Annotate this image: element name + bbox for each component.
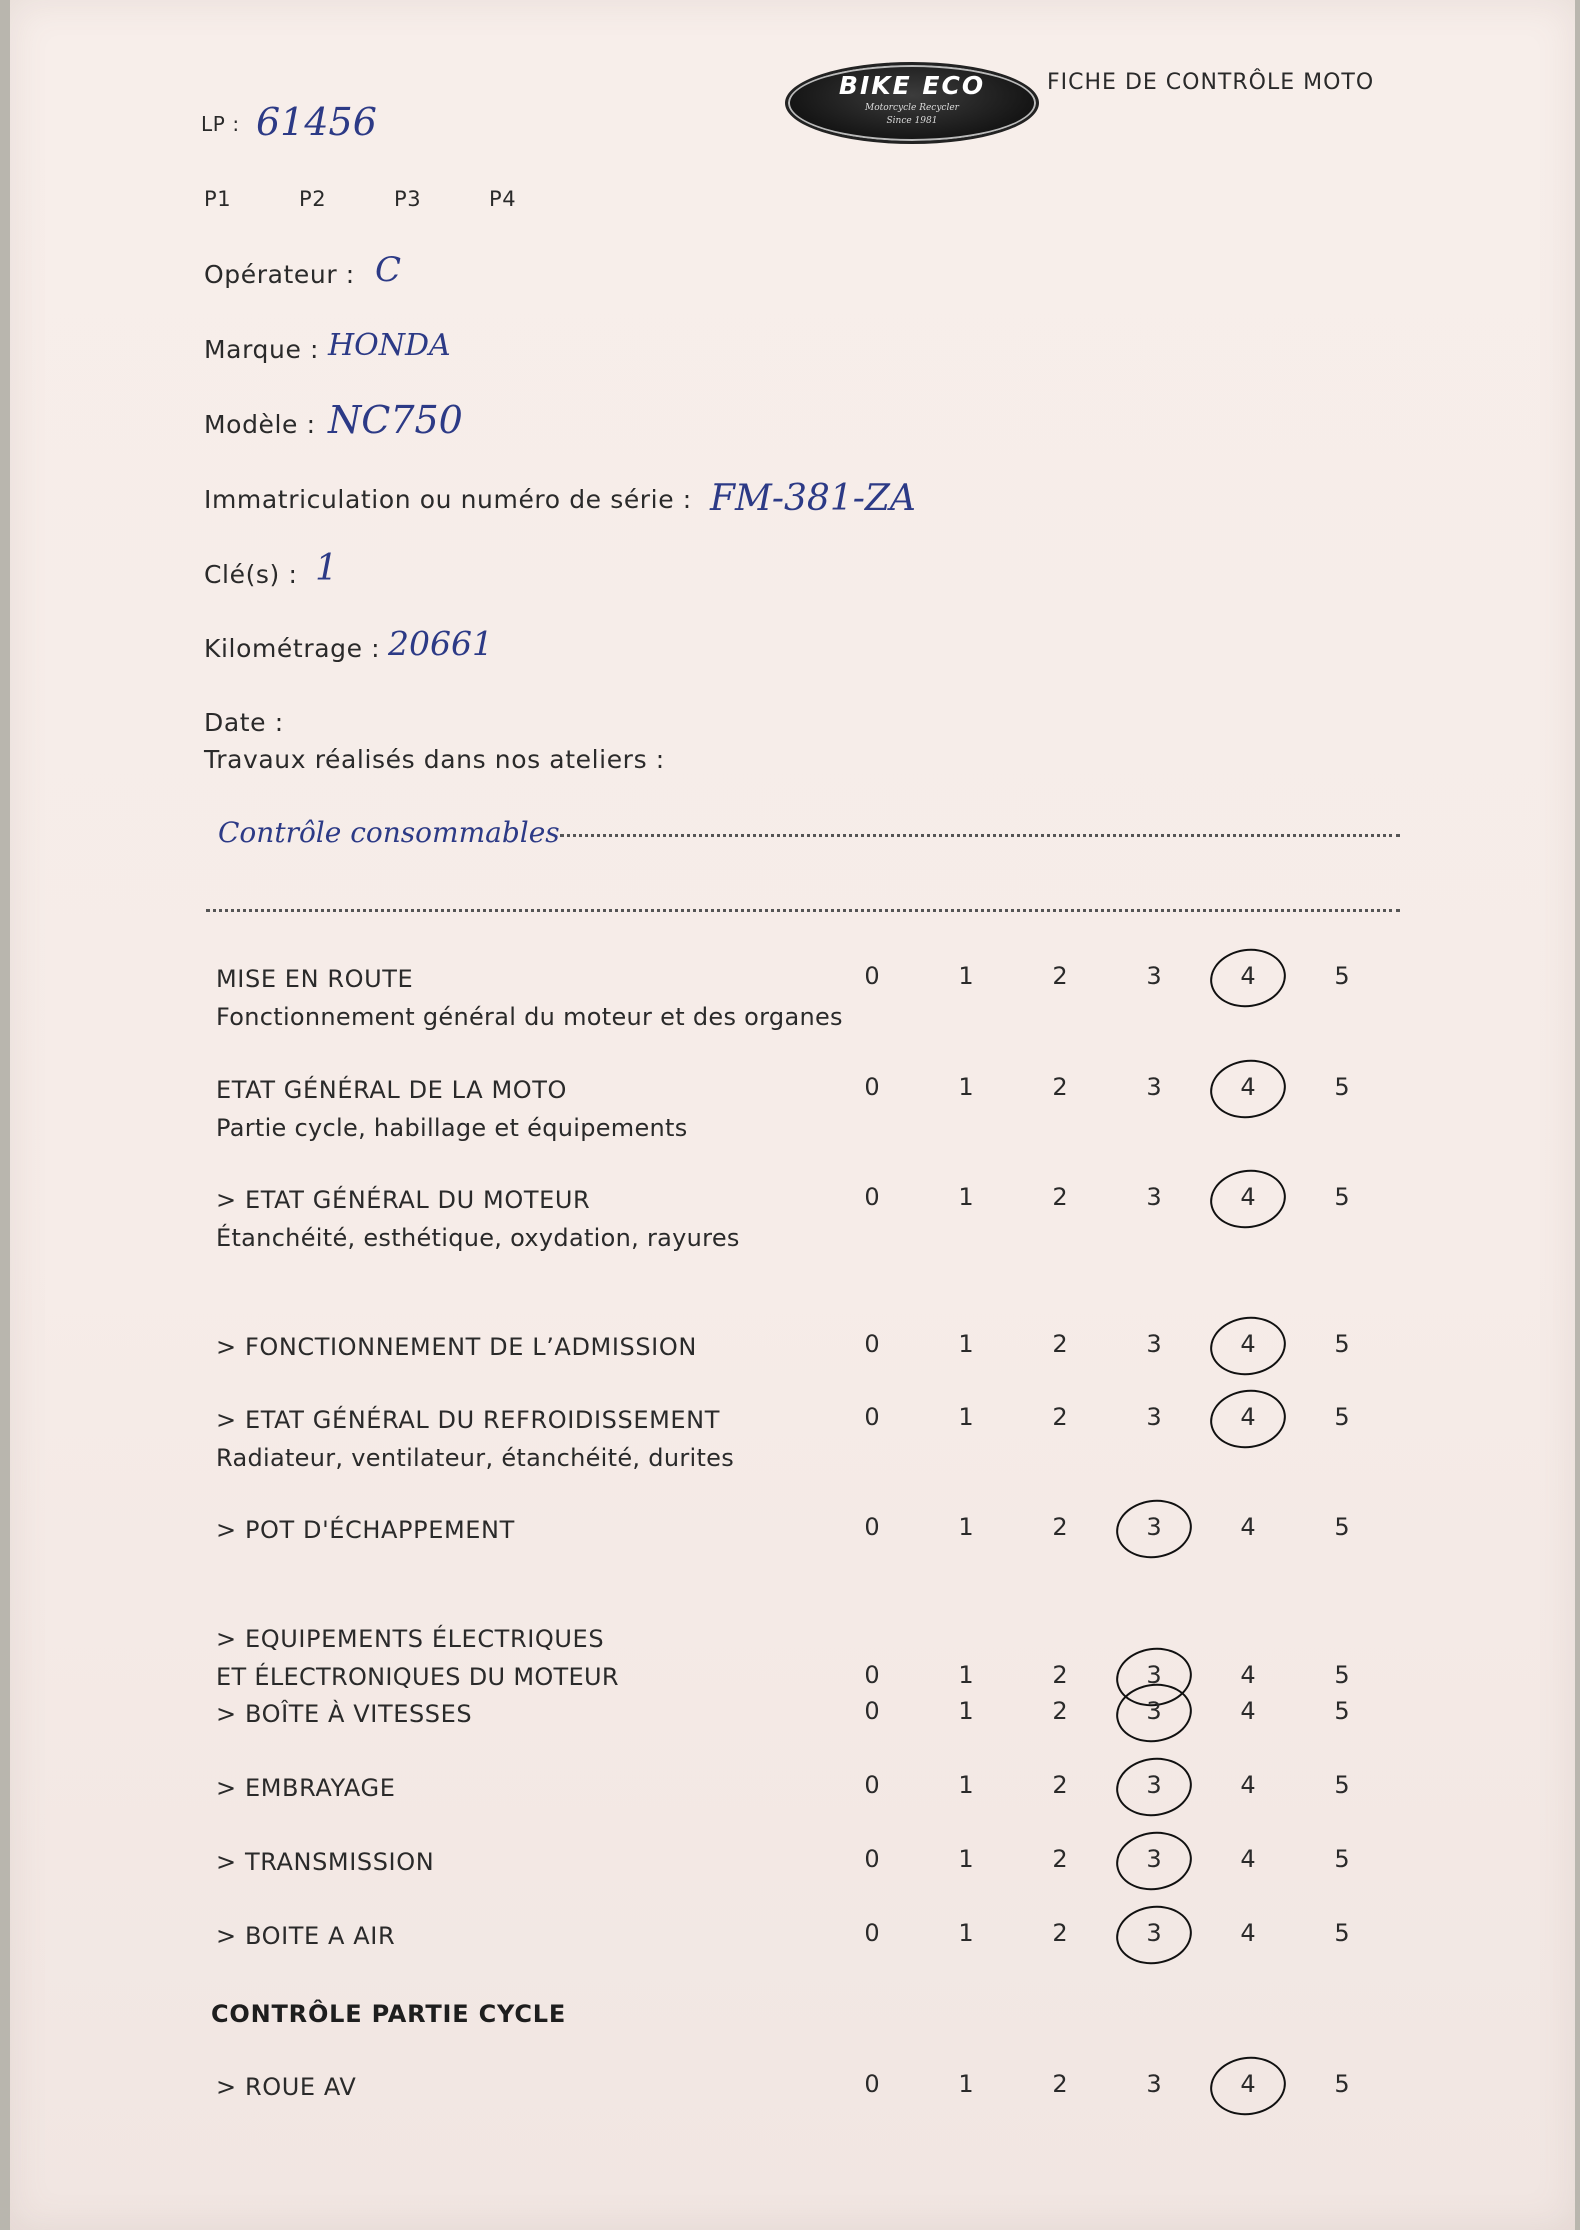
rating-score-2[interactable]: 2 [1052, 1919, 1068, 1947]
rating-score-5[interactable]: 5 [1334, 1183, 1350, 1211]
rating-score-0[interactable]: 0 [864, 1845, 880, 1873]
rating-score-5[interactable]: 5 [1334, 1330, 1350, 1358]
rating-score-1[interactable]: 1 [958, 962, 974, 990]
marque-label: Marque : [204, 335, 319, 364]
rating-score-2[interactable]: 2 [1052, 1403, 1068, 1431]
rating-score-0[interactable]: 0 [864, 1513, 880, 1541]
travaux-dotted-line-2 [206, 909, 1400, 912]
bike-eco-logo [785, 62, 1039, 144]
rating-score-5[interactable]: 5 [1334, 1771, 1350, 1799]
paper-sheet [10, 0, 1575, 2230]
rating-selected-score-circle [1206, 1055, 1289, 1123]
rating-score-4[interactable]: 4 [1240, 1330, 1256, 1358]
section-partie-cycle-title: CONTRÔLE PARTIE CYCLE [211, 2000, 567, 2028]
rating-score-1[interactable]: 1 [958, 1919, 974, 1947]
rating-score-2[interactable]: 2 [1052, 1183, 1068, 1211]
rating-row-title: ETAT GÉNÉRAL DE LA MOTO [216, 1076, 567, 1104]
travaux-dotted-line-1 [560, 834, 1400, 837]
cycle-score-5[interactable]: 5 [1334, 2070, 1350, 2098]
rating-score-4[interactable]: 4 [1240, 1073, 1256, 1101]
rating-score-2[interactable]: 2 [1052, 1845, 1068, 1873]
rating-score-1[interactable]: 1 [958, 1513, 974, 1541]
rating-row-subtitle: Partie cycle, habillage et équipements [216, 1114, 688, 1142]
cles-value: 1 [315, 548, 338, 589]
rating-score-1[interactable]: 1 [958, 1771, 974, 1799]
cycle-score-2[interactable]: 2 [1052, 2070, 1068, 2098]
rating-score-3[interactable]: 3 [1146, 1183, 1162, 1211]
rating-score-1[interactable]: 1 [958, 1661, 974, 1689]
rating-score-5[interactable]: 5 [1334, 1073, 1350, 1101]
cycle-score-4[interactable]: 4 [1240, 2070, 1256, 2098]
travaux-label: Travaux réalisés dans nos ateliers : [204, 745, 665, 774]
cycle-score-3[interactable]: 3 [1146, 2070, 1162, 2098]
travaux-value: Contrôle consommables [218, 816, 560, 849]
p3-label: P3 [394, 187, 422, 211]
rating-row-title: MISE EN ROUTE [216, 965, 414, 993]
rating-score-0[interactable]: 0 [864, 1919, 880, 1947]
rating-score-3[interactable]: 3 [1146, 1661, 1162, 1689]
rating-row-title: > BOÎTE À VITESSES [216, 1700, 473, 1728]
rating-row-subtitle: Étanchéité, esthétique, oxydation, rayures [216, 1224, 740, 1252]
rating-row-subtitle: Fonctionnement général du moteur et des organes [216, 1003, 843, 1031]
cycle-selected-score-circle [1206, 2052, 1289, 2120]
rating-score-2[interactable]: 2 [1052, 1513, 1068, 1541]
rating-score-2[interactable]: 2 [1052, 1661, 1068, 1689]
document-title: FICHE DE CONTRÔLE MOTO [1047, 70, 1375, 95]
cycle-score-0[interactable]: 0 [864, 2070, 880, 2098]
modele-label: Modèle : [204, 410, 316, 439]
rating-score-4[interactable]: 4 [1240, 1183, 1256, 1211]
lp-value: 61456 [256, 100, 377, 144]
operateur-label: Opérateur : [204, 260, 355, 289]
rating-selected-score-circle [1206, 944, 1289, 1012]
rating-selected-score-circle [1112, 1827, 1195, 1895]
rating-score-3[interactable]: 3 [1146, 1513, 1162, 1541]
rating-selected-score-circle [1206, 1165, 1289, 1233]
rating-score-3[interactable]: 3 [1146, 1073, 1162, 1101]
rating-selected-score-circle [1112, 1901, 1195, 1969]
modele-value: NC750 [328, 398, 463, 442]
rating-selected-score-circle [1112, 1753, 1195, 1821]
rating-score-2[interactable]: 2 [1052, 962, 1068, 990]
rating-score-0[interactable]: 0 [864, 1697, 880, 1725]
rating-row-title: > BOITE A AIR [216, 1922, 396, 1950]
rating-score-1[interactable]: 1 [958, 1697, 974, 1725]
rating-score-5[interactable]: 5 [1334, 1919, 1350, 1947]
rating-score-3[interactable]: 3 [1146, 1330, 1162, 1358]
rating-score-2[interactable]: 2 [1052, 1771, 1068, 1799]
rating-score-4[interactable]: 4 [1240, 962, 1256, 990]
rating-score-0[interactable]: 0 [864, 1661, 880, 1689]
rating-score-1[interactable]: 1 [958, 1330, 974, 1358]
rating-row-title: > ETAT GÉNÉRAL DU REFROIDISSEMENT [216, 1406, 720, 1434]
rating-score-0[interactable]: 0 [864, 1403, 880, 1431]
rating-score-4[interactable]: 4 [1240, 1919, 1256, 1947]
immatriculation-label: Immatriculation ou numéro de série : [204, 485, 692, 514]
rating-score-5[interactable]: 5 [1334, 1403, 1350, 1431]
date-label: Date : [204, 708, 284, 737]
rating-score-4[interactable]: 4 [1240, 1697, 1256, 1725]
rating-score-4[interactable]: 4 [1240, 1845, 1256, 1873]
logo-since: Since 1981 [886, 116, 938, 126]
p4-label: P4 [489, 187, 517, 211]
rating-score-5[interactable]: 5 [1334, 1661, 1350, 1689]
rating-score-3[interactable]: 3 [1146, 1845, 1162, 1873]
rating-score-5[interactable]: 5 [1334, 1697, 1350, 1725]
cycle-row-title: > ROUE AV [216, 2073, 357, 2101]
rating-score-4[interactable]: 4 [1240, 1403, 1256, 1431]
rating-row-title: > ETAT GÉNÉRAL DU MOTEUR [216, 1186, 591, 1214]
rating-score-5[interactable]: 5 [1334, 1845, 1350, 1873]
rating-score-2[interactable]: 2 [1052, 1697, 1068, 1725]
rating-score-3[interactable]: 3 [1146, 1697, 1162, 1725]
logo-brand: BIKE ECO [838, 71, 986, 100]
rating-score-3[interactable]: 3 [1146, 1771, 1162, 1799]
p2-label: P2 [299, 187, 327, 211]
rating-selected-score-circle [1206, 1312, 1289, 1380]
rating-score-4[interactable]: 4 [1240, 1771, 1256, 1799]
rating-score-1[interactable]: 1 [958, 1845, 974, 1873]
rating-row-title: > TRANSMISSION [216, 1848, 435, 1876]
rating-row-title: > EQUIPEMENTS ÉLECTRIQUES [216, 1625, 605, 1653]
rating-score-3[interactable]: 3 [1146, 962, 1162, 990]
operateur-value: C [375, 250, 402, 290]
rating-row-title: > POT D'ÉCHAPPEMENT [216, 1516, 515, 1544]
rating-score-0[interactable]: 0 [864, 1330, 880, 1358]
rating-row-subtitle: Radiateur, ventilateur, étanchéité, durites [216, 1444, 735, 1472]
rating-score-1[interactable]: 1 [958, 1183, 974, 1211]
cles-label: Clé(s) : [204, 560, 298, 589]
rating-score-2[interactable]: 2 [1052, 1073, 1068, 1101]
p1-label: P1 [204, 187, 232, 211]
rating-score-2[interactable]: 2 [1052, 1330, 1068, 1358]
rating-score-0[interactable]: 0 [864, 1771, 880, 1799]
rating-score-3[interactable]: 3 [1146, 1403, 1162, 1431]
kilometrage-value: 20661 [388, 624, 493, 663]
rating-score-5[interactable]: 5 [1334, 962, 1350, 990]
rating-score-0[interactable]: 0 [864, 962, 880, 990]
rating-row-title: > EMBRAYAGE [216, 1774, 396, 1802]
cycle-score-1[interactable]: 1 [958, 2070, 974, 2098]
rating-selected-score-circle [1206, 1385, 1289, 1453]
rating-selected-score-circle [1112, 1495, 1195, 1563]
rating-score-0[interactable]: 0 [864, 1183, 880, 1211]
rating-score-3[interactable]: 3 [1146, 1919, 1162, 1947]
rating-score-0[interactable]: 0 [864, 1073, 880, 1101]
rating-score-5[interactable]: 5 [1334, 1513, 1350, 1541]
rating-row-title: > FONCTIONNEMENT DE L’ADMISSION [216, 1333, 697, 1361]
rating-row-subtitle: ET ÉLECTRONIQUES DU MOTEUR [216, 1663, 619, 1691]
rating-score-4[interactable]: 4 [1240, 1513, 1256, 1541]
rating-score-1[interactable]: 1 [958, 1403, 974, 1431]
rating-score-1[interactable]: 1 [958, 1073, 974, 1101]
rating-score-4[interactable]: 4 [1240, 1661, 1256, 1689]
lp-label: LP : [201, 112, 240, 136]
marque-value: HONDA [328, 328, 451, 363]
logo-tagline: Motorcycle Recycler [865, 103, 959, 113]
immatriculation-value: FM-381-ZA [710, 478, 916, 519]
kilometrage-label: Kilométrage : [204, 634, 381, 663]
